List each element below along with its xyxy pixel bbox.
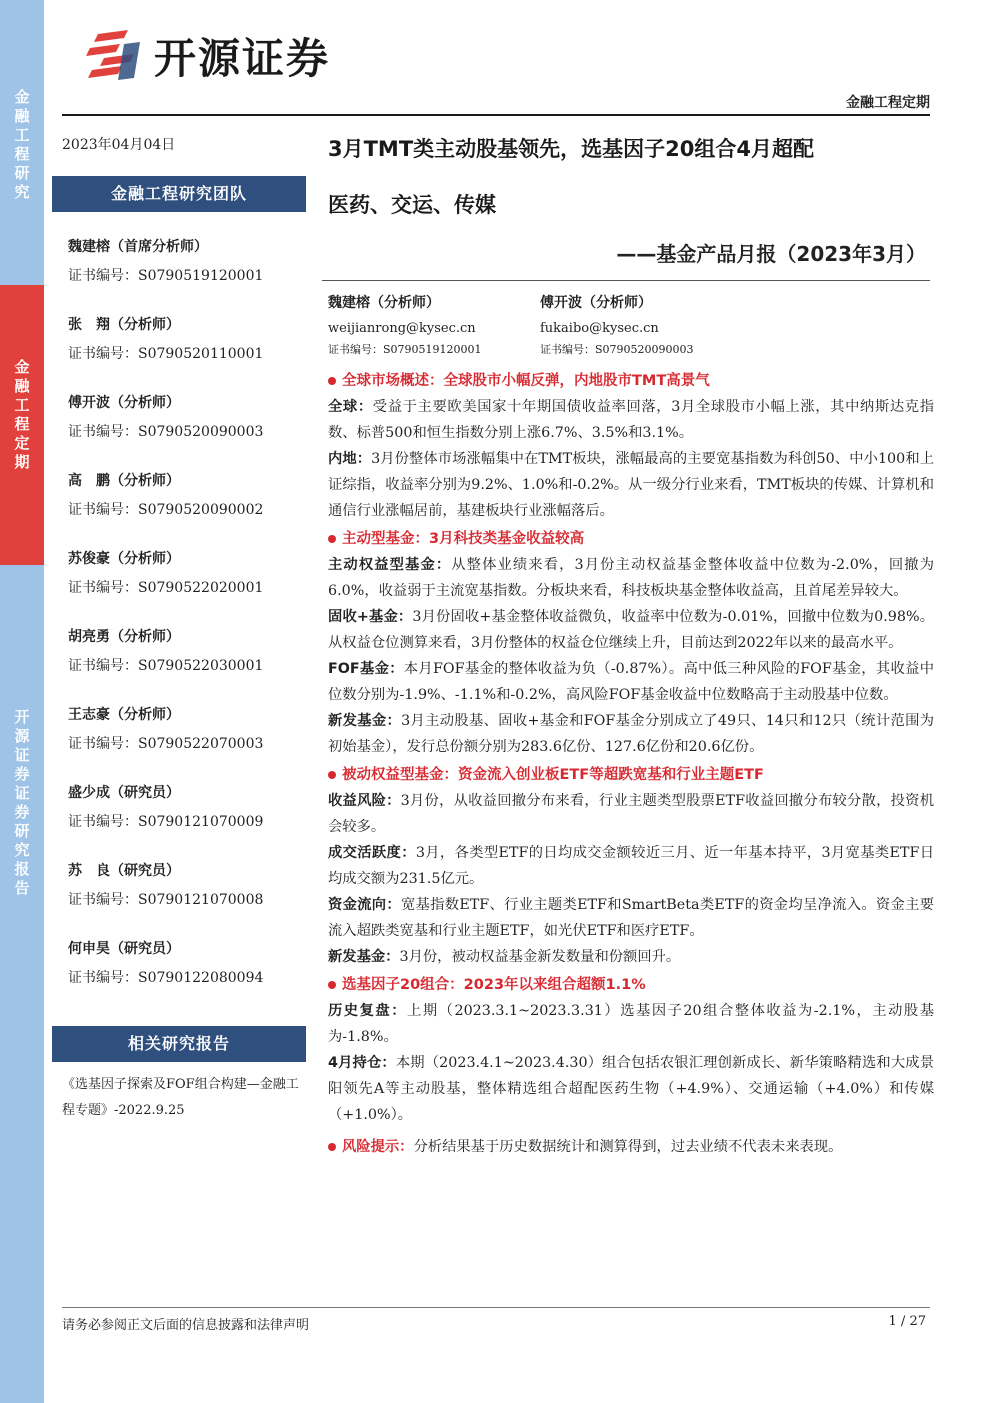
paragraph-label: 新发基金：	[328, 949, 400, 965]
paragraph-text: 3月份，被动权益基金新发数量和份额回升。	[399, 949, 681, 965]
risk-warning	[328, 1134, 934, 1160]
side-strip	[0, 0, 44, 1403]
paragraph	[328, 840, 934, 892]
author-email[interactable]: fukaibo@kysec.cn	[540, 321, 659, 336]
report-summary	[328, 366, 934, 1160]
team-member	[68, 782, 263, 831]
team-member-name: 胡亮勇（分析师）	[68, 629, 180, 645]
team-member-cert: 证书编号：S0790520110001	[68, 346, 264, 362]
author-name: 傅开波（分析师）	[540, 295, 652, 311]
team-member-cert: 证书编号：S0790522070003	[68, 736, 264, 752]
paragraph-label: FOF基金：	[328, 661, 404, 677]
bullet-icon	[328, 1143, 336, 1151]
team-member-cert: 证书编号：S0790121070008	[68, 892, 264, 908]
team-member-cert: 证书编号：S0790522030001	[68, 658, 264, 674]
team-member-cert: 证书编号：S0790520090002	[68, 502, 264, 518]
team-member	[68, 392, 263, 441]
paragraph-text: 上期（2023.3.1~2023.3.31）选基因子20组合整体收益为-2.1%，主动股基为-1.8%。	[328, 1003, 935, 1045]
paragraph-text: 3月主动股基、固收+基金和FOF基金分别成立了49只、14只和12只（统计范围为初始基金），发行总份额分别为283.6亿份、127.6亿份和20.6亿份。	[328, 713, 935, 755]
team-member-name: 苏 良（研究员）	[68, 863, 180, 879]
side-label-mid: 金融工程定期	[14, 358, 30, 471]
paragraph	[328, 708, 934, 760]
team-member	[68, 314, 263, 363]
section-heading	[328, 526, 934, 552]
paragraph	[328, 892, 934, 944]
team-member-name: 高 鹏（分析师）	[68, 473, 180, 489]
team-member	[68, 860, 263, 909]
page-number: 1 / 27	[888, 1314, 926, 1329]
author-block	[328, 292, 482, 357]
related-report-link[interactable]: 《选基因子探索及FOF组合构建—金融工程专题》-2022.9.25	[62, 1077, 299, 1118]
paragraph	[328, 552, 934, 604]
report-subtitle: ——基金产品月报（2023年3月）	[616, 242, 926, 266]
paragraph	[328, 998, 934, 1050]
paragraph	[328, 1050, 934, 1128]
side-label-bottom: 开源证券 证券研究报告	[14, 708, 30, 897]
team-member-cert: 证书编号：S0790519120001	[68, 268, 264, 284]
risk-label: 风险提示：	[342, 1139, 414, 1155]
team-member-name: 张 翔（分析师）	[68, 317, 180, 333]
section-heading-text: 选基因子20组合：2023年以来组合超额1.1%	[342, 977, 646, 993]
paragraph	[328, 446, 934, 524]
author-email[interactable]: weijianrong@kysec.cn	[328, 321, 476, 336]
section-heading-text: 全球市场概述：全球股市小幅反弹，内地股市TMT高景气	[342, 373, 710, 389]
team-member	[68, 470, 263, 519]
title-block	[328, 134, 928, 220]
section-heading	[328, 972, 934, 998]
team-member	[68, 548, 263, 597]
paragraph	[328, 656, 934, 708]
side-label-top: 金融工程研究	[14, 88, 30, 201]
paragraph-text: 本期（2023.4.1~2023.4.30）组合包括农银汇理创新成长、新华策略精选和大成景阳领先A等主动股基，整体精选组合超配医药生物（+4.9%）、交通运输（+4.0%）和传媒（+1.0%）。	[328, 1055, 935, 1123]
team-member	[68, 236, 263, 285]
risk-text: 分析结果基于历史数据统计和测算得到，过去业绩不代表未来表现。	[413, 1139, 843, 1155]
paragraph-label: 固收+基金：	[328, 609, 413, 625]
team-member-name: 傅开波（分析师）	[68, 395, 180, 411]
paragraph-label: 成交活跃度：	[328, 845, 416, 861]
author-block	[540, 292, 694, 357]
paragraph-label: 资金流向：	[328, 897, 401, 913]
paragraph-text: 3月份整体市场涨幅集中在TMT板块，涨幅最高的主要宽基指数为科创50、中小100和上证综指，收益率分别为9.2%、1.0%和-0.2%。从一级分行业来看，TMT板块的传媒、计算机和通信行业涨幅居前，基建板块行业涨幅落后。	[328, 451, 934, 519]
footer-rule	[62, 1307, 930, 1308]
bullet-icon	[328, 377, 336, 385]
logo-text: 开源证券	[154, 34, 331, 83]
paragraph-label: 主动权益型基金：	[328, 557, 452, 573]
bullet-icon	[328, 981, 336, 989]
related-panel-heading: 相关研究报告	[52, 1026, 306, 1062]
paragraph-label: 内地：	[328, 451, 372, 467]
title-rule	[322, 280, 930, 281]
header-rule	[62, 114, 930, 116]
logo-mark-icon	[84, 28, 144, 84]
report-series: 金融工程定期	[846, 95, 930, 111]
paragraph-text: 3月份固收+基金整体收益微负，收益率中位数为-0.01%，回撤中位数为0.98%。从权益仓位测算来看，3月份整体的权益仓位继续上升，目前达到2022年以来的最高水平。	[328, 609, 934, 651]
paragraph-text: 从整体业绩来看，3月份主动权益基金整体收益中位数为-2.0%，回撤为6.0%，收益弱于主流宽基指数。分板块来看，科技板块基金整体收益高，且首尾差异较大。	[328, 557, 935, 599]
bullet-icon	[328, 535, 336, 543]
section-heading	[328, 762, 934, 788]
section-heading-text: 主动型基金：3月科技类基金收益较高	[342, 531, 585, 547]
bullet-icon	[328, 771, 336, 779]
section-heading	[328, 368, 934, 394]
paragraph-text: 3月，各类型ETF的日均成交金额较近三月、近一年基本持平，3月宽基类ETF日均成交额为231.5亿元。	[328, 845, 935, 887]
author-cert: 证书编号：S0790520090003	[540, 343, 694, 356]
report-date: 2023年04月04日	[62, 137, 176, 153]
footer-disclaimer: 请务必参阅正文后面的信息披露和法律声明	[62, 1318, 310, 1333]
paragraph-label: 收益风险：	[328, 793, 401, 809]
team-member-name: 盛少成（研究员）	[68, 785, 180, 801]
paragraph-label: 全球：	[328, 399, 373, 415]
author-cert: 证书编号：S0790519120001	[328, 343, 482, 356]
paragraph	[328, 394, 934, 446]
team-member-name: 苏俊豪（分析师）	[68, 551, 180, 567]
team-member-name: 何申昊（研究员）	[68, 941, 180, 957]
report-title-line2: 医药、交运、传媒	[328, 193, 496, 217]
author-name: 魏建榕（分析师）	[328, 295, 440, 311]
team-member	[68, 938, 263, 987]
team-member-name: 魏建榕（首席分析师）	[68, 239, 208, 255]
team-panel-heading: 金融工程研究团队	[52, 176, 306, 212]
paragraph-text: 宽基指数ETF、行业主题类ETF和SmartBeta类ETF的资金均呈净流入。资金主要流入超跌类宽基和行业主题ETF，如光伏ETF和医疗ETF。	[328, 897, 935, 939]
section-heading-text: 被动权益型基金：资金流入创业板ETF等超跌宽基和行业主题ETF	[342, 767, 764, 783]
paragraph-text: 受益于主要欧美国家十年期国债收益率回落，3月全球股市小幅上涨，其中纳斯达克指数、标普500和恒生指数分别上涨6.7%、3.5%和3.1%。	[328, 399, 935, 441]
side-strip-bottom	[0, 565, 44, 1403]
paragraph-label: 历史复盘：	[328, 1003, 408, 1019]
team-member-cert: 证书编号：S0790122080094	[68, 970, 264, 986]
paragraph	[328, 788, 934, 840]
team-member	[68, 626, 263, 675]
team-member-cert: 证书编号：S0790520090003	[68, 424, 264, 440]
paragraph	[328, 604, 934, 656]
paragraph	[328, 944, 934, 970]
team-member-cert: 证书编号：S0790121070009	[68, 814, 264, 830]
paragraph-text: 本月FOF基金的整体收益为负（-0.87%）。高中低三种风险的FOF基金，其收益中位数分别为-1.9%、-1.1%和-0.2%，高风险FOF基金收益中位数略高于主动股基中位数。	[328, 661, 935, 703]
team-member	[68, 704, 263, 753]
company-logo	[84, 26, 330, 86]
team-member-cert: 证书编号：S0790522020001	[68, 580, 264, 596]
paragraph-text: 3月份，从收益回撤分布来看，行业主题类型股票ETF收益回撤分布较分散，投资机会较多。	[328, 793, 934, 835]
paragraph-label: 4月持仓：	[328, 1055, 396, 1071]
team-member-name: 王志豪（分析师）	[68, 707, 180, 723]
paragraph-label: 新发基金：	[328, 713, 402, 729]
report-title: 3月TMT类主动股基领先，选基因子20组合4月超配	[328, 137, 814, 161]
